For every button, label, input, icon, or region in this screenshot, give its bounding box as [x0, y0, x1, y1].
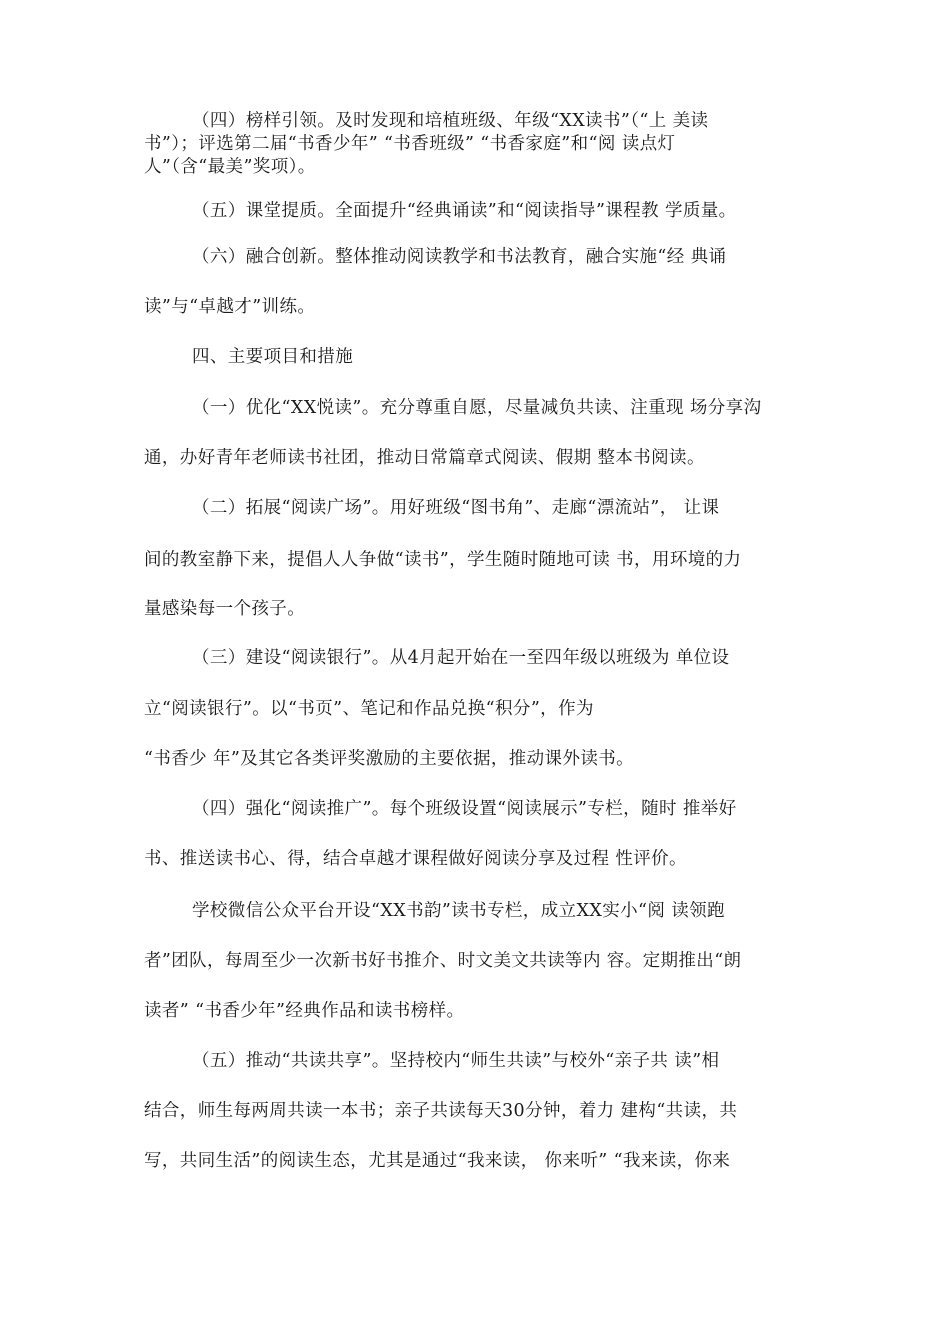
- paragraph-line: （四）榜样引领。及时发现和培植班级、年级“XX读书”（“上 美读: [192, 111, 709, 131]
- paragraph-line: （二）拓展“阅读广场”。用好班级“图书角”、走廊“漂流站”， 让课: [192, 498, 720, 518]
- paragraph-line: 间的教室静下来，提倡人人争做“读书”，学生随时随地可读 书，用环境的力: [144, 550, 742, 570]
- paragraph-line: 书、推送读书心、得，结合卓越才课程做好阅读分享及过程 性评价。: [144, 849, 687, 869]
- paragraph-line: 读者” “书香少年”经典作品和读书榜样。: [144, 1001, 465, 1021]
- paragraph-line: （一）优化“XX悦读”。充分尊重自愿，尽量减负共读、注重现 场分享沟: [192, 398, 762, 418]
- paragraph-line: 学校微信公众平台开设“XX书韵”读书专栏，成立XX实小“阅 读领跑: [192, 901, 725, 921]
- paragraph-line: 量感染每一个孩子。: [144, 599, 306, 619]
- paragraph-line: （三）建设“阅读银行”。从4月起开始在一至四年级以班级为 单位设: [192, 648, 730, 668]
- paragraph-line: 结合，师生每两周共读一本书；亲子共读每天30分钟，着力 建构“共读，共: [144, 1101, 738, 1121]
- section-heading: 四、主要项目和措施: [192, 347, 354, 367]
- paragraph-line: （五）推动“共读共享”。坚持校内“师生共读”与校外“亲子共 读”相: [192, 1051, 720, 1071]
- paragraph-line: （四）强化“阅读推广”。每个班级设置“阅读展示”专栏，随时 推举好: [192, 799, 737, 819]
- paragraph-line: 者”团队，每周至少一次新书好书推介、时文美文共读等内 容。定期推出“朗: [144, 951, 742, 971]
- paragraph-line: 立“阅读银行”。以“书页”、笔记和作品兑换“积分”，作为: [144, 699, 594, 719]
- paragraph-line: （六）融合创新。整体推动阅读教学和书法教育，融合实施“经 典诵: [192, 247, 727, 267]
- paragraph-line: 通，办好青年老师读书社团，推动日常篇章式阅读、假期 整本书阅读。: [144, 448, 705, 468]
- paragraph-line: （五）课堂提质。全面提升“经典诵读”和“阅读指导”课程教 学质量。: [192, 201, 737, 221]
- paragraph-line: 人”（含“最美”奖项）。: [144, 157, 316, 177]
- paragraph-line: 读”与“卓越才”训练。: [144, 297, 316, 317]
- paragraph-line: 书”）；评选第二届“书香少年” “书香班级” “书香家庭”和“阅 读点灯: [144, 134, 676, 154]
- paragraph-line: 写，共同生活”的阅读生态，尤其是通过“我来读， 你来听” “我来读，你来: [144, 1151, 731, 1171]
- paragraph-line: “书香少 年”及其它各类评奖激励的主要依据，推动课外读书。: [144, 749, 635, 769]
